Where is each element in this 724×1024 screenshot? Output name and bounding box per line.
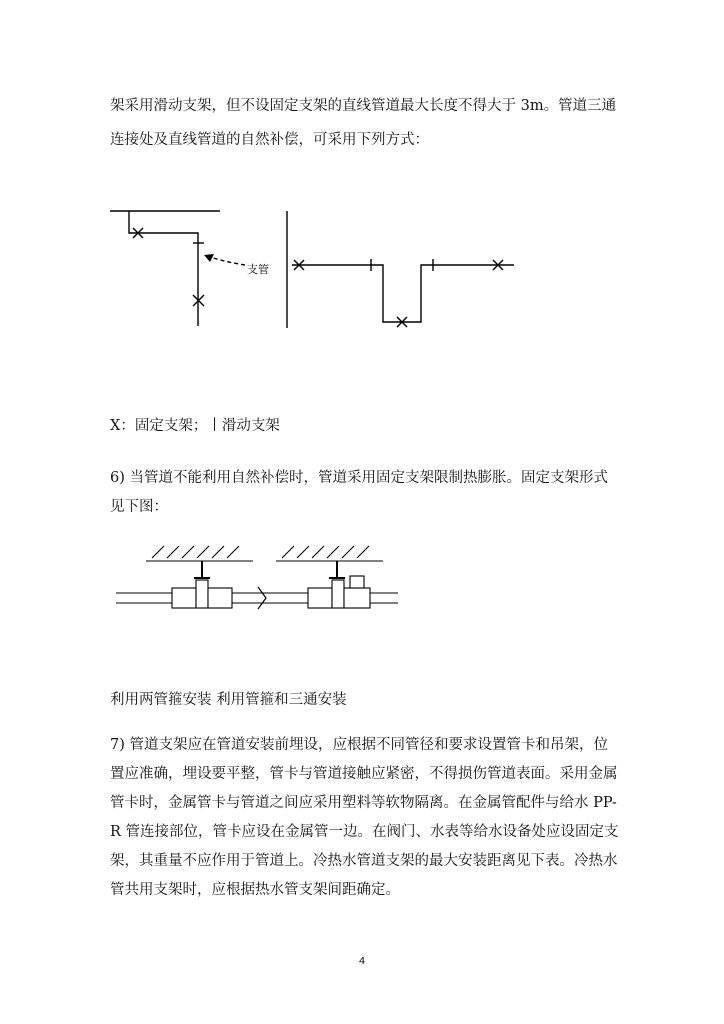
tee-fitting xyxy=(344,588,370,608)
item7-line-6: 管共用支架时，应根据热水管支架间距确定。 xyxy=(110,882,400,898)
tee-branch xyxy=(350,576,364,588)
item7-line-2: 置应准确，埋设要平整，管卡与管道接触应紧密，不得损伤管道表面。采用金属 xyxy=(110,766,618,782)
item7-line-3: 管卡时，金属管卡与管道之间应采用塑料等软物隔离。在金属管配件与给水 PP- xyxy=(110,795,617,811)
pipe-coupling xyxy=(208,588,232,608)
legend-text: X：固定支架；丨滑动支架 xyxy=(110,418,280,434)
figure2-caption: 利用两管箍安装 利用管箍和三通安装 xyxy=(110,692,347,708)
paragraph-line-2: 连接处及直线管道的自然补偿，可采用下列方式： xyxy=(110,132,429,148)
ceiling-hatch xyxy=(282,546,369,558)
item7-line-5: 架，其重量不应作用于管道上。冷热水管道支架的最大安装距离见下表。冷热水 xyxy=(110,853,618,869)
clamp-block xyxy=(332,580,344,608)
clamp-block xyxy=(196,580,208,608)
pipe-coupling xyxy=(172,588,196,608)
item7-line-1: 7) 管道支架应在管道安装前埋设，应根据不同管径和要求设置管卡和吊架，位 xyxy=(110,737,608,753)
paragraph-line-1: 架采用滑动支架，但不设固定支架的直线管道最大长度不得大于 3m。管道三通 xyxy=(110,98,617,114)
pipe-coupling xyxy=(308,588,332,608)
item6-line-2: 见下图： xyxy=(110,499,168,515)
branch-label: 支管 xyxy=(247,263,269,276)
page-number: 4 xyxy=(358,956,366,967)
item6-line-1: 6) 当管道不能利用自然补偿时，管道采用固定支架限制热膨胀。固定支架形式 xyxy=(110,470,608,486)
pipe-break-symbol xyxy=(258,587,266,609)
item7-line-4: R 管连接部位，管卡应设在金属管一边。在阀门、水表等给水设备处应设固定支 xyxy=(110,824,619,840)
ceiling-hatch xyxy=(152,546,239,558)
